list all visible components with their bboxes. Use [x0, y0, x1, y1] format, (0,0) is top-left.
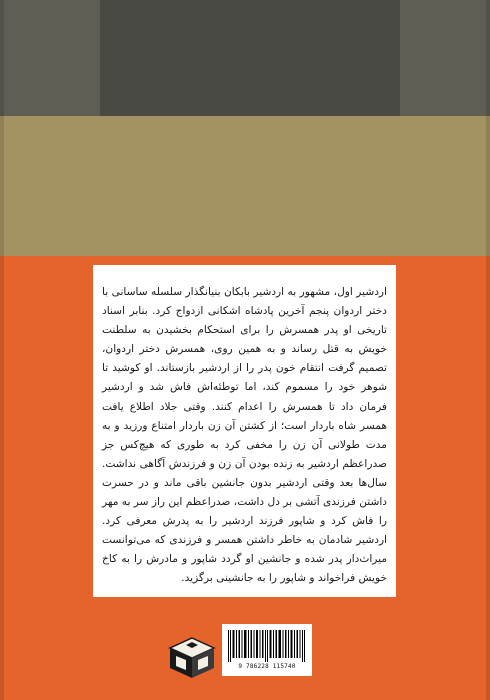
cube-logo-icon: [166, 636, 218, 680]
isbn-number: 9 786228 115740: [238, 663, 296, 670]
barcode-bars: [228, 630, 306, 662]
isbn-barcode: [222, 624, 312, 676]
gold-band: [0, 116, 490, 256]
back-cover-blurb-panel: [93, 265, 396, 597]
cover-edge-right: [486, 0, 490, 700]
back-cover-blurb-text: اردشیر اول، مشهور به اردشیر بابکان بنیانگذار سلسله ساسانی با دختر اردوان پنجم آخرین پادشاه اشکانی ازدواج کرد. بنابر اسناد تاریخی او پدر همسرش را برای استحکام بخشیدن به سلطنت خویش به قتل رساند و به همین روی، همسرش دختر اردوان، تصمیم گرفت انتقام خون پدر را از اردشیر بازستاند. او کوشید تا شوهر خود را مسموم کند، اما توطئه‌اش فاش شد و اردشیر فرمان داد تا همسرش را اعدام کنند. وقتی جلاد اطلاع یافت همسر شاه باردار است؛ از کشتن آن زن باردار امتناع ورزید و به مدت طولانی آن زن را مخفی کرد به طوری که هیچ‌کس جز صدراعظم اردشیر به زنده بودن آن زن و فرزندش آگاهی نداشت. سال‌ها بعد وقتی اردشیر بدون جانشین باقی ماند و در حسرت داشتن فرزندی آتشی بر دل داشت، صدراعظم این راز سر به مهر را فاش کرد و شاپور فرزند اردشیر را به پدرش معرفی کرد. اردشیر شادمان به خاطر داشتن همسر و فرزندی که می‌توانست میراث‌دار پدر شده و جانشین او گردد شاپور و مادرش را به کاخ خویش فراخواند و شاپور را به جانشینی برگزید.: [102, 286, 387, 585]
top-dark-band: [0, 0, 490, 116]
cover-edge-left: [0, 0, 4, 700]
top-dark-panel: [100, 0, 400, 116]
